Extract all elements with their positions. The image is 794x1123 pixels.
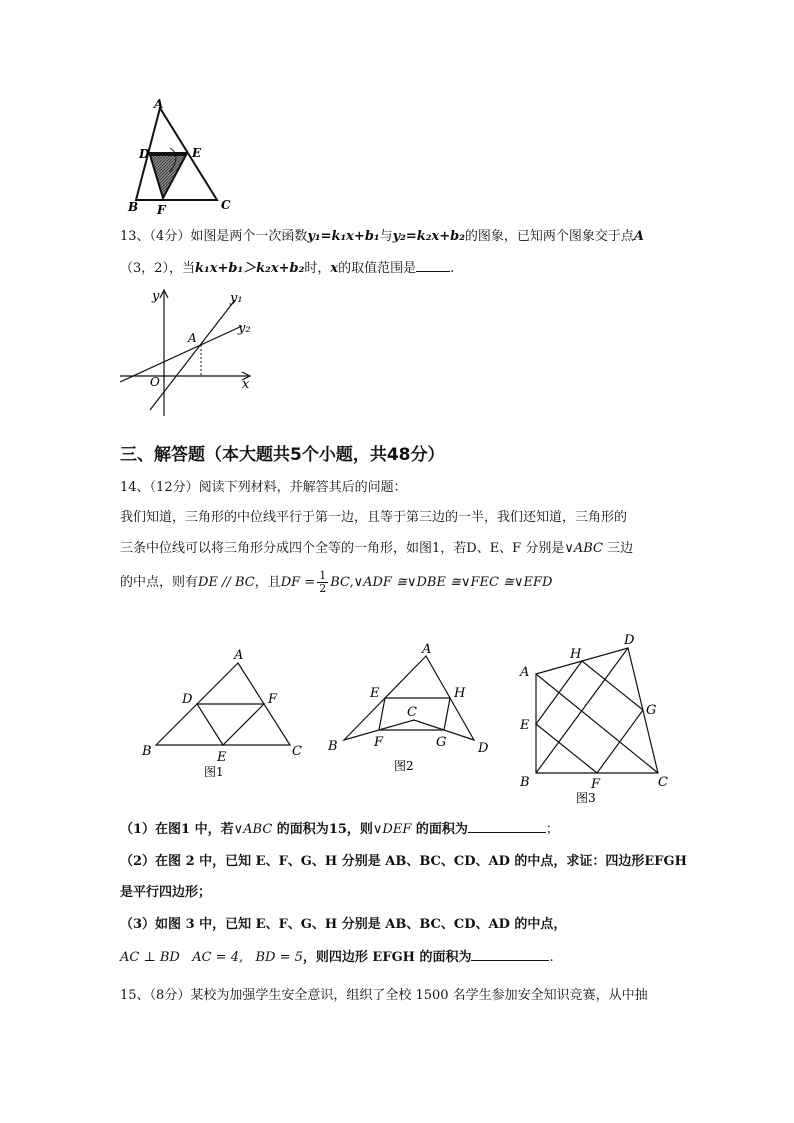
label-y: y — [152, 289, 160, 304]
fig3-label-c: C — [658, 775, 668, 790]
p3-condition: AC ⊥ BD AC = 4, BD = 5 — [120, 950, 303, 965]
fraction-half — [317, 570, 328, 595]
label-e: E — [192, 146, 202, 160]
fig1-caption: 图1 — [204, 765, 224, 779]
q13-text-c: （3，2），当 — [120, 261, 196, 276]
label-c: C — [221, 198, 231, 212]
shaded-triangle — [150, 155, 186, 198]
q14-text-b: 三边 — [603, 541, 634, 556]
p1-fig: 1 — [181, 822, 191, 837]
fig3-diagonal-bd — [536, 648, 628, 773]
figure-3 — [510, 628, 680, 808]
fig3-label-e: E — [520, 718, 530, 733]
q14-parallel: DE // BC — [198, 575, 255, 590]
fig2-label-h: H — [454, 686, 466, 701]
q14-congruence: BC,∨ADF ≅∨DBE ≅∨FEC ≅∨EFD — [330, 575, 553, 590]
fig2-label-g: G — [436, 735, 447, 750]
p1-text-a: （1）在图 — [120, 822, 182, 837]
p1-text-d: ，则 — [346, 822, 373, 837]
q14-line2: 我们知道，三角形的中位线平行于第一边，且等于第三边的一半，我们还知道，三角形的 — [120, 510, 628, 525]
fig3-label-g: G — [646, 703, 657, 718]
fig2-label-b: B — [328, 739, 338, 754]
q13-text-d: 时， — [304, 261, 331, 276]
q14-part2-line1: （2）在图 2 中，已知 E、F、G、H 分别是 AB、BC、CD、AD 的中点，求证：四边形EFGH — [120, 854, 687, 869]
p1-end: ； — [545, 822, 559, 837]
fig1-label-c: C — [292, 744, 302, 759]
q14-text-a: 三条中位线可以将三角形分成四个全等的一角形，如图1，若D、E、F 分别是 — [120, 541, 565, 556]
p1-text-e: 的面积为 — [411, 822, 468, 837]
q13-text-a: 13、（4分）如图是两个一次函数 — [120, 229, 308, 244]
q14-text-d: ，且 — [254, 575, 281, 590]
fig2-label-a: A — [422, 642, 432, 657]
fig2-label-d: D — [478, 741, 489, 756]
line-y1 — [150, 300, 235, 410]
fig3-quadrilateral — [536, 648, 658, 773]
fig1-label-e: E — [217, 750, 227, 765]
p1-value: 15 — [328, 822, 347, 837]
fig3-caption: 图3 — [576, 791, 596, 805]
q14-triangle-abc: ∨ABC — [564, 541, 603, 556]
p3-end: . — [549, 950, 554, 965]
label-y2: y₂ — [238, 321, 251, 336]
fig2-caption: 图2 — [394, 759, 414, 773]
fig1-midpoint-triangle — [197, 704, 264, 745]
p1-text-c: 的面积为 — [272, 822, 329, 837]
q13-line1 — [120, 228, 644, 246]
label-origin: O — [150, 375, 160, 389]
figure-2 — [322, 640, 492, 780]
fig1-label-b: B — [142, 744, 152, 759]
fig2-label-c: C — [407, 705, 417, 720]
q13-text-mid: 与 — [379, 229, 393, 244]
q13-point-a: A — [633, 229, 645, 244]
label-point-a: A — [188, 331, 197, 345]
fig3-label-b: B — [520, 775, 530, 790]
q13-y2: y₂=k₂x+b₂ — [392, 229, 465, 244]
q14-line3 — [120, 540, 633, 558]
q14-part2-line2: 是平行四边形； — [120, 885, 212, 900]
q14-part3-line1: （3）如图 3 中，已知 E、F、G、H 分别是 AB、BC、CD、AD 的中点， — [120, 917, 567, 932]
q14-line4 — [120, 568, 552, 598]
label-f: F — [157, 203, 166, 217]
q13-line2 — [120, 259, 454, 278]
q13-inequality: k₁x+b₁＞k₂x+b₂ — [195, 261, 305, 276]
q13-x: x — [330, 261, 339, 276]
section-heading: 三、解答题（本大题共5个小题，共48分） — [120, 445, 445, 465]
q14-part1 — [120, 820, 559, 839]
label-d: D — [139, 147, 150, 161]
q14-line1: 14、（12分）阅读下列材料，并解答其后的问题： — [120, 480, 407, 495]
fig1-label-f: F — [268, 692, 278, 707]
q14-part3-line2 — [120, 948, 554, 967]
fig3-label-a: A — [520, 665, 530, 680]
fig3-diagonal-ac — [536, 674, 658, 773]
q15-line1: 15、（8分）某校为加强学生安全意识，组织了全校 1500 名学生参加安全知识竞赛，从中抽 — [120, 988, 648, 1003]
label-y1: y₁ — [230, 291, 243, 306]
q13-answer-blank[interactable] — [416, 259, 450, 272]
fig3-label-f: F — [591, 777, 601, 792]
q14-text-c: 的中点，则有 — [120, 575, 199, 590]
fig2-label-f: F — [374, 735, 384, 750]
fraction-numerator: 1 — [319, 569, 327, 582]
fig1-label-a: A — [234, 648, 244, 663]
fig1-label-d: D — [182, 692, 193, 707]
p1-triangle-abc: ∨ABC — [233, 822, 273, 837]
triangle-figure — [120, 97, 240, 217]
q13-text-b: 的图象，已知两个图象交于点 — [464, 229, 634, 244]
label-x: x — [242, 377, 250, 392]
p1-text-b: 中，若 — [190, 822, 234, 837]
label-b: B — [128, 200, 139, 214]
fig3-label-h: H — [570, 647, 582, 662]
label-a: A — [154, 97, 164, 111]
function-graph — [120, 288, 260, 418]
p1-triangle-def: ∨DEF — [372, 822, 412, 837]
fig2-label-e: E — [370, 686, 380, 701]
q13-period: . — [450, 261, 455, 276]
p1-answer-blank[interactable] — [468, 820, 546, 833]
line-y2 — [120, 326, 242, 382]
q13-y1: y₁=k₁x+b₁ — [307, 229, 380, 244]
p3-text: ，则四边形 EFGH 的面积为 — [302, 950, 472, 965]
q14-df: DF = — [280, 575, 316, 590]
p3-answer-blank[interactable] — [471, 948, 549, 961]
q13-text-e: 的取值范围是 — [338, 261, 417, 276]
fraction-denominator: 2 — [319, 582, 327, 595]
figure-1 — [138, 645, 308, 785]
fig3-label-d: D — [624, 633, 635, 648]
